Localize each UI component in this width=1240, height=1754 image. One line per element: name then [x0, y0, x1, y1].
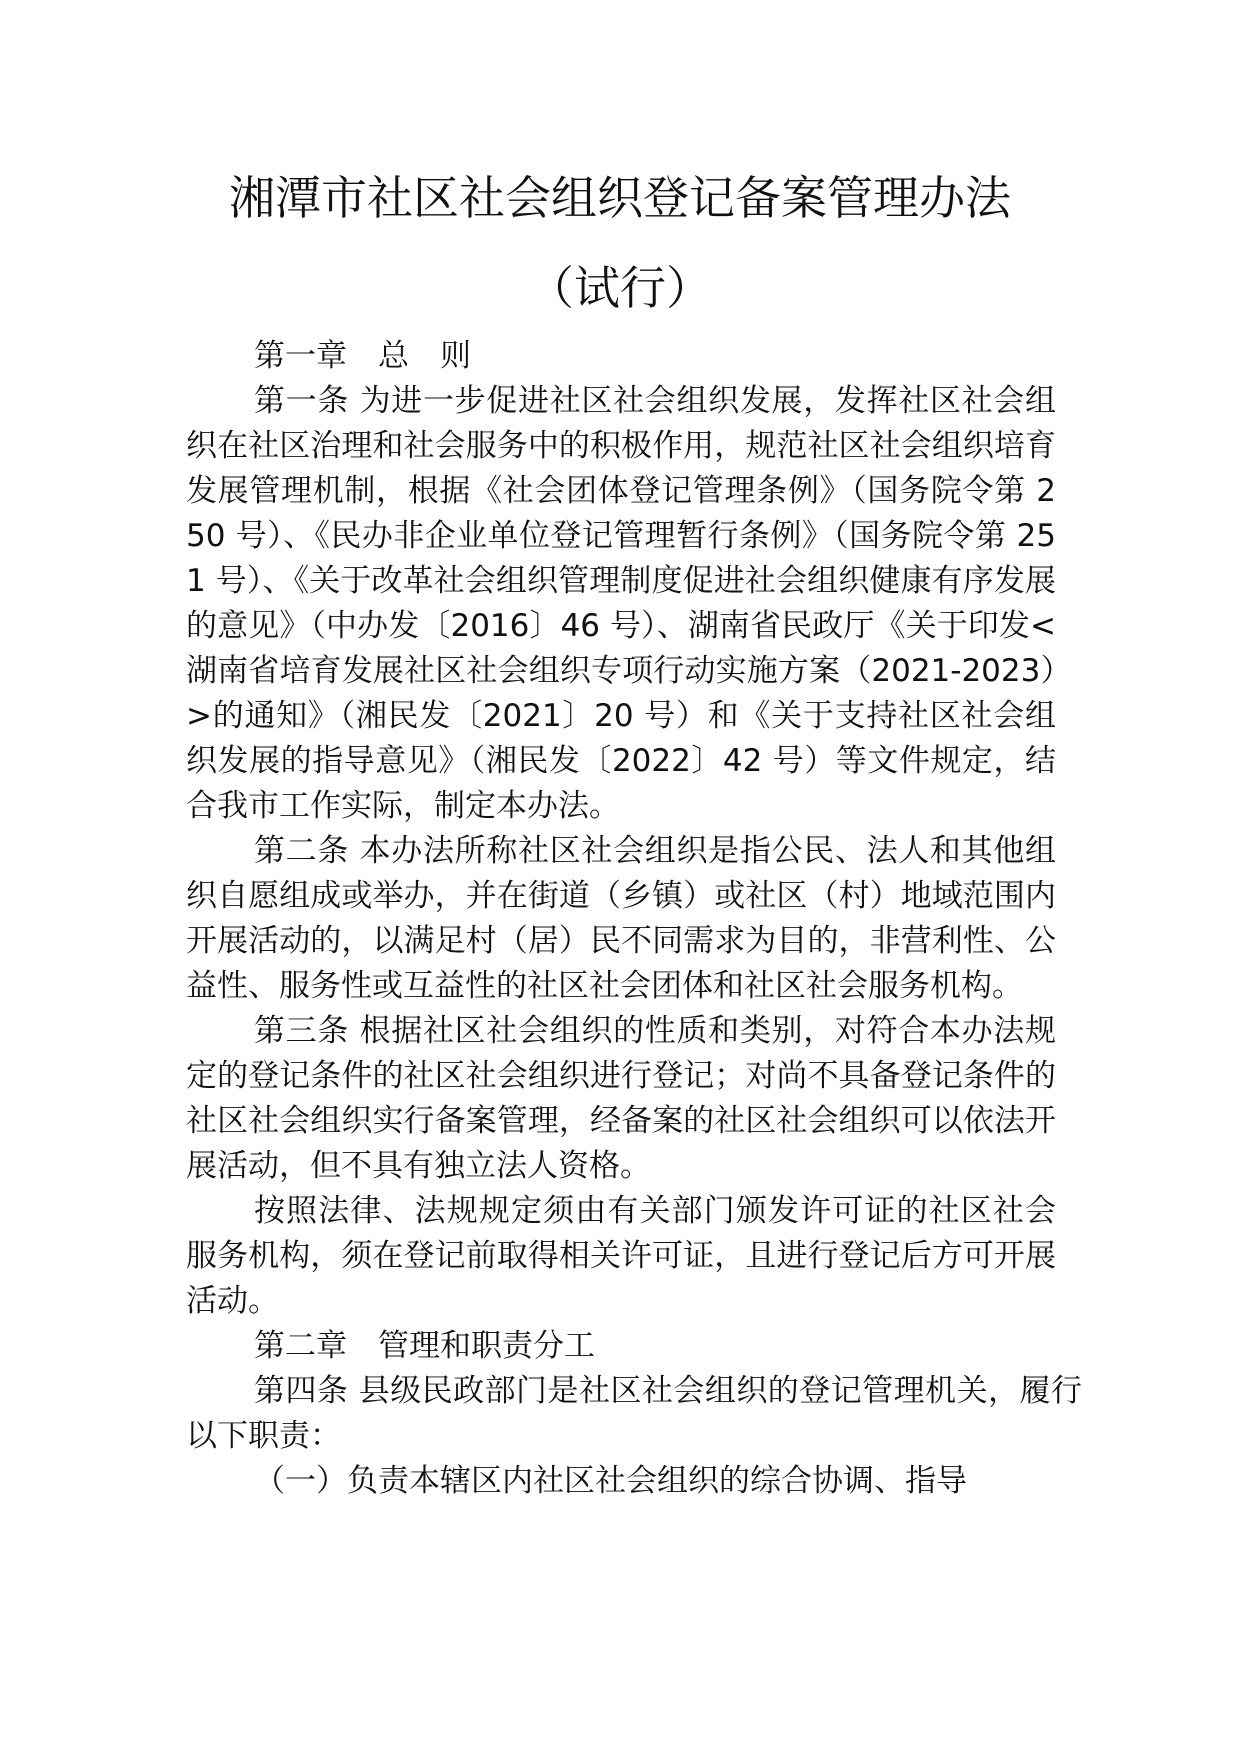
article-4-item-1: （一）负责本辖区内社区社会组织的综合协调、指导 — [254, 1463, 967, 1499]
article-4: 第四条 县级民政部门是社区社会组织的登记管理机关，履行以下职责： — [186, 1373, 1082, 1454]
article-1: 第一条 为进一步促进社区社会组织发展，发挥社区社会组织在社区治理和社会服务中的积极作用，规范社区社会组织培育发展管理机制，根据《社会团体登记管理条例》（国务院令第 250 号）、《民办非企业单位登记管理暂行条例》（国务院令第 251 号）、《关于改革社会组织管理制度促进社会组织健康有序发展的意见》（中办发〔2016〕46 号）、湖南省民政厅《关于印发<湖南省培育发展社区社会组织专项行动实施方案（2021-2023）>的通知》（湘民发〔2021〕20 号）和《关于支持社区社会组织发展的指导意见》（湘民发〔2022〕42 号）等文件规定，结合我市工作实际，制定本办法。 — [186, 383, 1056, 824]
document-subtitle: （试行） — [528, 261, 712, 315]
article-3-paragraph-2: 按照法律、法规规定须由有关部门颁发许可证的社区社会服务机构，须在登记前取得相关许可证，且进行登记后方可开展活动。 — [186, 1193, 1056, 1319]
chapter-heading-2: 第二章 管理和职责分工 — [254, 1328, 595, 1364]
chapter-heading-1: 第一章 总 则 — [254, 338, 471, 374]
document-title: 湘潭市社区社会组织登记备案管理办法 — [229, 171, 1011, 225]
article-2: 第二条 本办法所称社区社会组织是指公民、法人和其他组织自愿组成或举办，并在街道（乡镇）或社区（村）地域范围内开展活动的，以满足村（居）民不同需求为目的，非营利性、公益性、服务性或互益性的社区社会团体和社区社会服务机构。 — [186, 833, 1056, 1004]
document-body — [186, 334, 1082, 1504]
article-3: 第三条 根据社区社会组织的性质和类别，对符合本办法规定的登记条件的社区社会组织进行登记；对尚不具备登记条件的社区社会组织实行备案管理，经备案的社区社会组织可以依法开展活动，但不具有独立法人资格。 — [186, 1013, 1056, 1184]
